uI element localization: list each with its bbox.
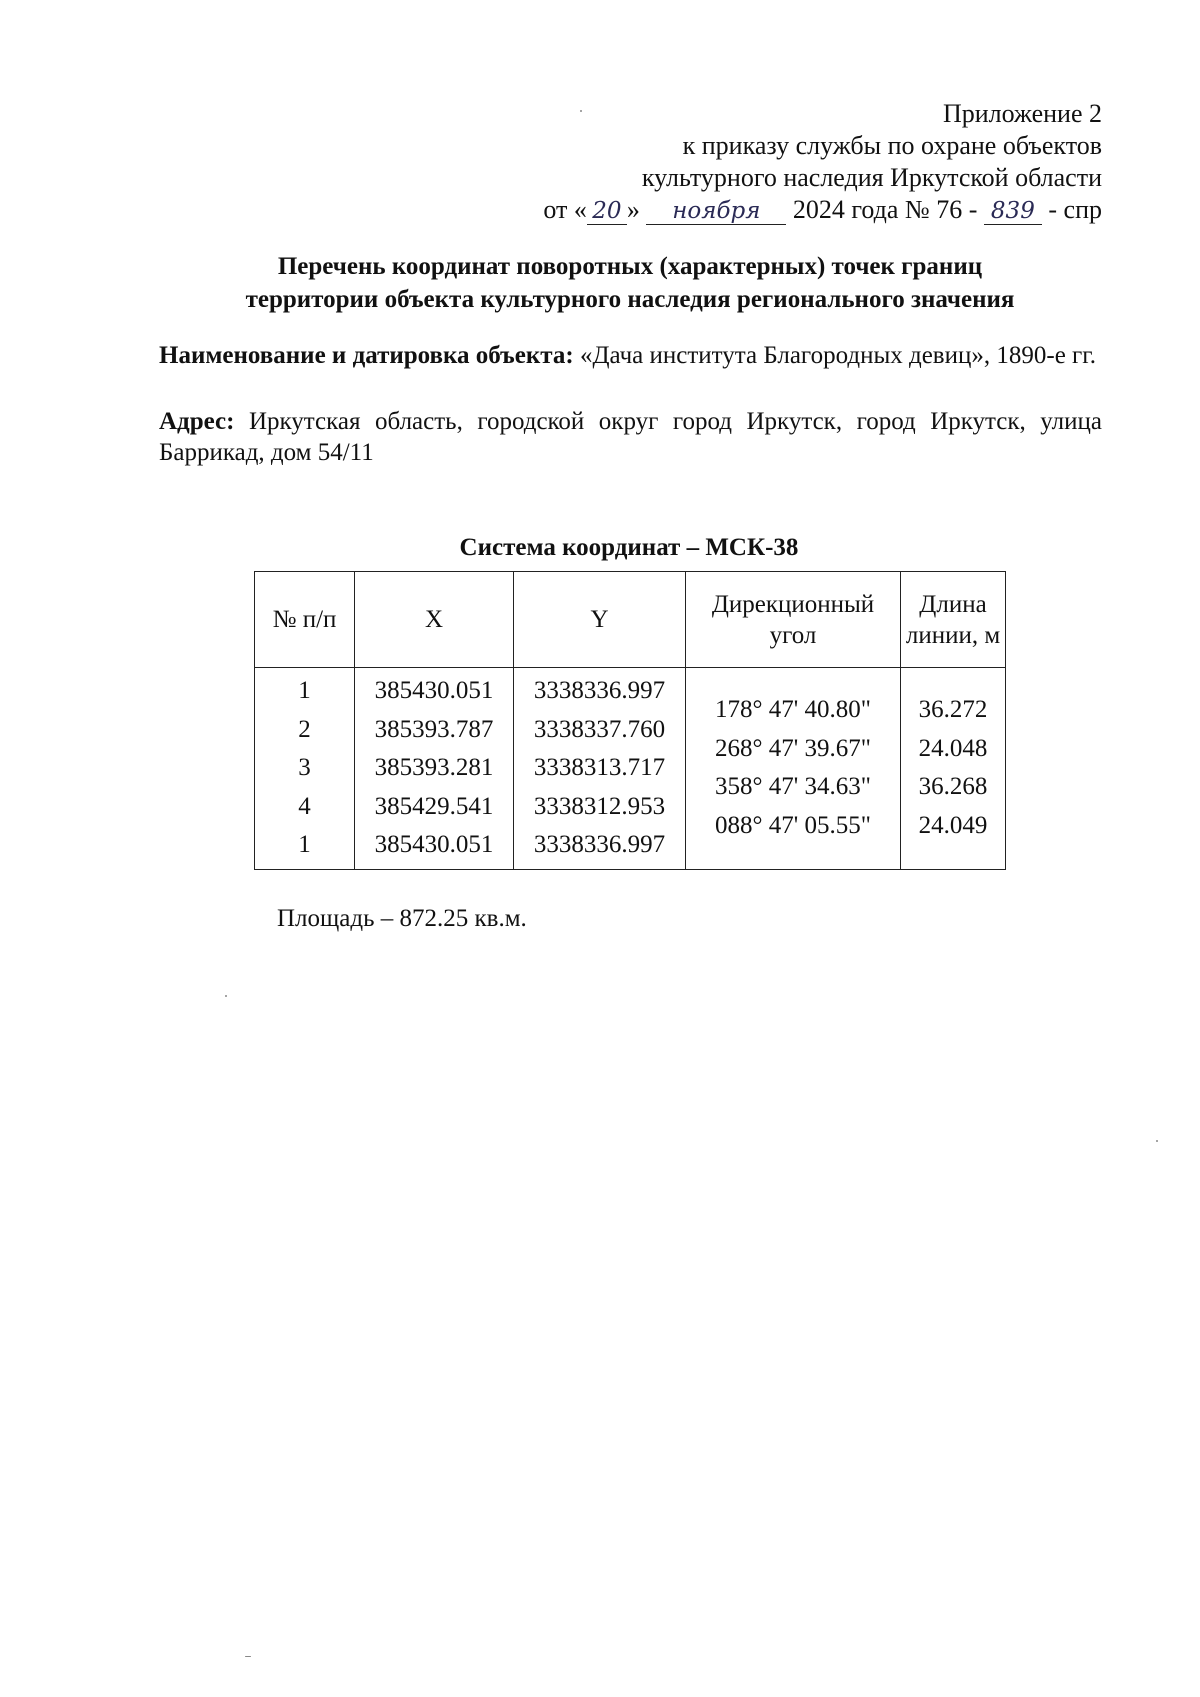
annex-header <box>543 98 1102 226</box>
year-text: 2024 года № 76 - <box>792 195 978 224</box>
area-text: Площадь – 872.25 кв.м. <box>277 905 527 932</box>
scan-speck <box>245 1656 251 1657</box>
title-line-2: территории объекта культурного наследия регионального значения <box>245 286 1015 313</box>
table-body-row <box>255 668 1006 870</box>
y-coordinate: 3338313.717 <box>533 754 666 781</box>
line-length: 24.048 <box>918 734 988 762</box>
point-number: 4 <box>298 792 311 820</box>
direction-angle: 178° 47' 40.80" <box>715 696 871 724</box>
point-number: 1 <box>298 831 311 858</box>
number-suffix: - спр <box>1048 195 1102 224</box>
header-line-length: Длина линии, м <box>901 572 1006 668</box>
direction-angle: 268° 47' 39.67" <box>715 734 871 762</box>
y-coordinate: 3338336.997 <box>533 831 666 858</box>
y-coordinate: 3338337.760 <box>533 715 666 743</box>
point-number: 2 <box>298 715 311 743</box>
annex-line-2: к приказу службы по охране объектов <box>682 131 1102 160</box>
x-column <box>355 668 514 870</box>
x-coordinate: 385393.281 <box>374 754 494 781</box>
header-number: № п/п <box>255 572 355 668</box>
object-address-paragraph <box>159 406 1102 468</box>
date-prefix: от « <box>543 195 587 224</box>
scan-speck <box>1156 1140 1158 1142</box>
line-length: 36.268 <box>918 773 988 801</box>
annex-line-3: культурного наследия Иркутской области <box>641 163 1102 192</box>
x-coordinate: 385393.787 <box>374 715 494 743</box>
date-mid: » <box>626 195 640 224</box>
coordinates-table <box>254 571 1006 870</box>
direction-angle: 088° 47' 05.55" <box>715 811 871 839</box>
header-x: X <box>355 572 514 668</box>
document-title <box>150 250 1110 316</box>
line-length: 36.272 <box>918 696 988 724</box>
object-name-label: Наименование и датировка объекта: <box>159 342 574 369</box>
address-value: Иркутская область, городской округ город Иркутск, город Иркутск, улица Баррикад, дом 54/11 <box>159 408 1102 466</box>
point-numbers-column <box>255 668 355 870</box>
line-length-column <box>901 668 1006 870</box>
annex-line-1: Приложение 2 <box>942 99 1102 128</box>
object-name-value: «Дача института Благородных девиц», 1890-е гг. <box>579 342 1096 369</box>
title-line-1: Перечень координат поворотных (характерных) точек границ <box>277 253 983 280</box>
line-length: 24.049 <box>918 811 988 839</box>
handwritten-order-number: 839 <box>984 198 1042 225</box>
address-label: Адрес: <box>159 408 235 435</box>
handwritten-day: 20 <box>587 198 627 225</box>
scan-speck <box>580 110 582 112</box>
y-coordinate: 3338312.953 <box>533 792 666 820</box>
y-column <box>514 668 686 870</box>
table-header-row <box>255 572 1006 668</box>
object-name-paragraph <box>159 340 1102 371</box>
point-number: 1 <box>298 677 311 704</box>
x-coordinate: 385430.051 <box>374 831 494 858</box>
x-coordinate: 385430.051 <box>374 677 494 704</box>
direction-angle-column <box>686 668 901 870</box>
annex-date-line <box>543 194 1102 226</box>
header-y: Y <box>514 572 686 668</box>
coordinate-system-title: Система координат – МСК-38 <box>459 534 799 561</box>
handwritten-month: ноября <box>646 198 786 225</box>
point-number: 3 <box>298 754 311 781</box>
x-coordinate: 385429.541 <box>374 792 494 820</box>
header-direction-angle: Дирекционный угол <box>686 572 901 668</box>
y-coordinate: 3338336.997 <box>533 677 666 704</box>
direction-angle: 358° 47' 34.63" <box>715 773 871 801</box>
scan-speck <box>225 995 227 997</box>
